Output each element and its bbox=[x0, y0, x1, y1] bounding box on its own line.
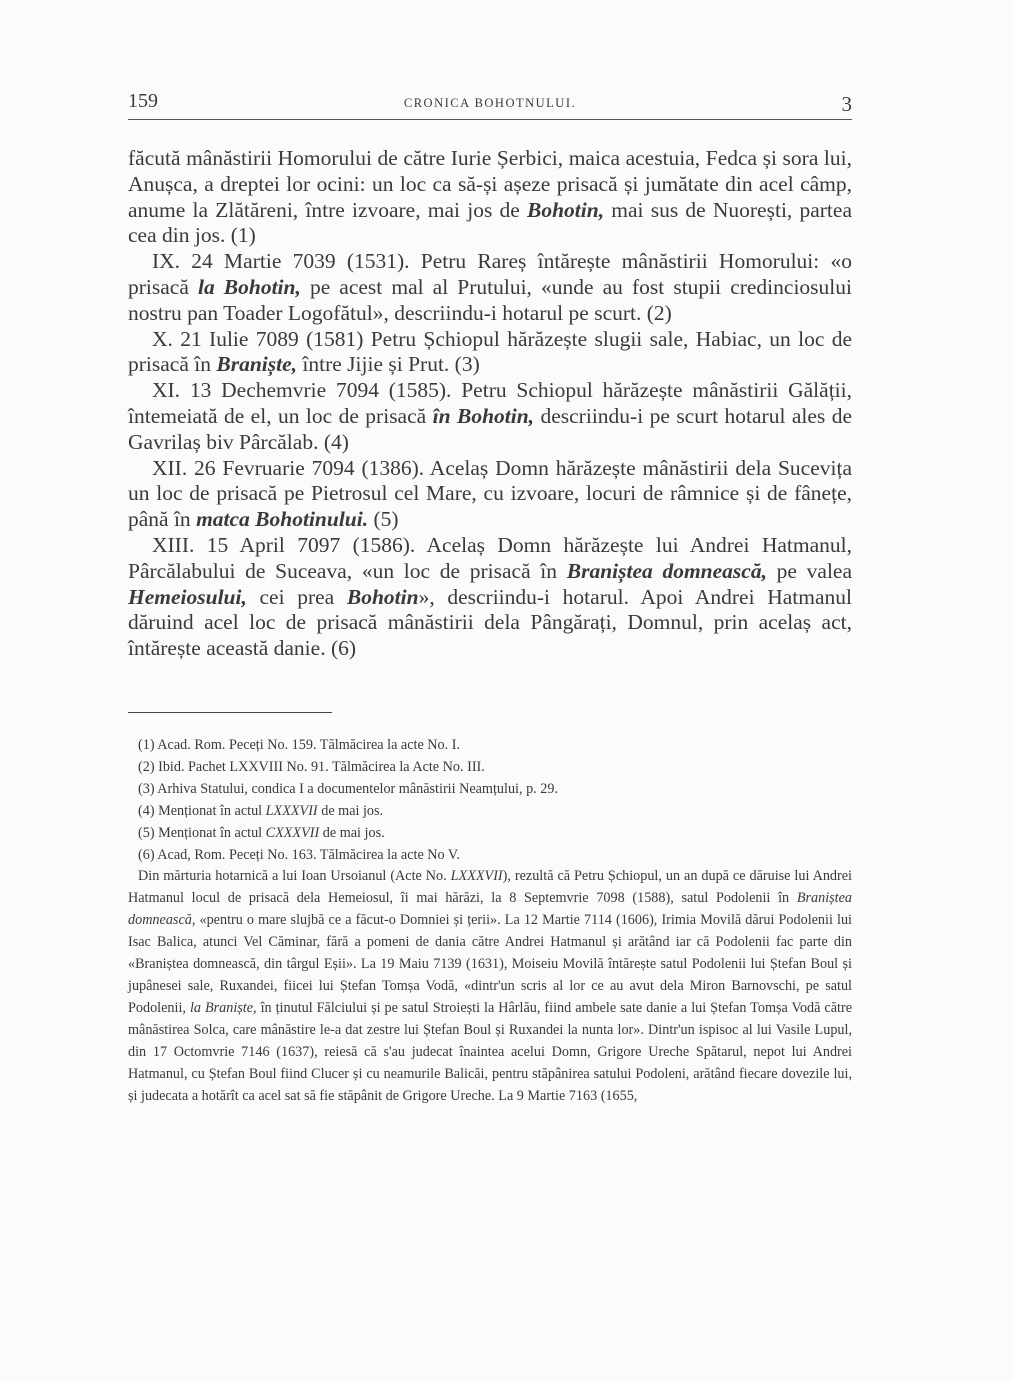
text-run: (5) Menționat în actul bbox=[138, 824, 266, 841]
text-run: făcută mânăstirii Homorului de către Iurie Șerbici, maica acestuia, Fedca și sora lui, Anușca, a dreptei lor ocini: un loc ca să-și așeze prisacă și jumătate din acel câmp, anume la Zlătăreni, între izvoare, mai jos de bbox=[128, 146, 852, 222]
paragraph bbox=[128, 533, 852, 662]
emphasis-text: Bohotin bbox=[346, 584, 419, 609]
text-run: ), rezultă că Petru Șchiopul, un an după ce dăruise lui Andrei Hatmanul locul de prisacă dela Hemeiosul, îi mai hărăzi, la 8 Septemvrie 7098 (1588), satul Podolenii în bbox=[128, 868, 852, 907]
footnote bbox=[128, 757, 852, 779]
emphasis-text: Braniște, bbox=[216, 352, 298, 377]
italic-text: LXXXVII bbox=[450, 868, 503, 885]
text-run: în ținutul Fălciului și pe satul Stroiești la Hârlău, fiind ambele sate danie a lui Ștefan Tomșa Vodă către mânăstirea Solca, care mânăstire le-a dat zestre lui Ștefan Boul și Ruxandei la nunta lor». Dintr'un ispisoc al lui Vasile Lupul, din 17 Octomvrie 7146 (1637), reiesă că s'au judecat înaintea acelui Domn, Grigore Ureche Spătarul, nepot lui Andrei Hatmanul, cu Ștefan Boul fiind Clucer și cu neamurile Balicăi, pentru stăpânirea satului Podoleni, arătând fiecare dovezile lui, și judecata a hotărît ca acel sat să fie stăpânit de Grigore Ureche. La 9 Martie 7163 (1655, bbox=[128, 999, 852, 1104]
paragraph bbox=[128, 378, 852, 455]
italic-text: CXXXVII bbox=[265, 824, 320, 841]
italic-text: Braniștea domnească, bbox=[128, 890, 852, 929]
emphasis-text: Braniștea domnească, bbox=[566, 558, 767, 583]
paragraph bbox=[128, 456, 852, 533]
emphasis-text: la Bohotin, bbox=[197, 274, 301, 299]
section-number: 3 bbox=[841, 92, 852, 116]
emphasis-text: Bohotin, bbox=[527, 197, 605, 222]
text-run: de mai jos. bbox=[319, 824, 385, 841]
text-run: (5) bbox=[368, 507, 399, 532]
text-run: (4) Menționat în actul bbox=[138, 802, 266, 819]
main-text bbox=[128, 146, 852, 662]
running-title: CRONICA BOHOTNULUI. bbox=[403, 96, 577, 110]
text-run: », descriindu-i hotarul. Apoi Andrei Hatmanul dăruind acel loc de prisacă mânăstirii dela Pângărați, Domnul, prin acelaș act, întărește această danie. (6) bbox=[128, 584, 852, 661]
paragraph bbox=[128, 327, 852, 379]
page-number: 159 bbox=[128, 90, 158, 112]
text-run: X. 21 Iulie 7089 (1581) Petru Șchiopul hărăzește slugii sale, Habiac, un loc de prisacă în bbox=[128, 326, 852, 377]
text-run: între Jijie și Prut. (3) bbox=[297, 352, 480, 377]
text-run: (1) Acad. Rom. Peceți No. 159. Tălmăcirea la acte No. I. bbox=[138, 737, 460, 753]
footnote bbox=[128, 801, 852, 823]
text-run: (3) Arhiva Statului, condica I a documentelor mânăstirii Neamțului, p. 29. bbox=[138, 780, 558, 797]
footnote-separator bbox=[128, 712, 332, 713]
text-run: Din mărturia hotarnică a lui Ioan Ursoianul (Acte No. bbox=[138, 868, 451, 885]
text-run: «pentru o mare slujbă ce a făcut-o Domniei și țerii». La 12 Martie 7114 (1606), Irimia Movilă dărui Podolenii lui Isac Balica, atunci Vel Căminar, fără a pomeni de dania către Andrei Hatmanul și arătând iar că Podolenii fac parte din «Braniștea domnească, din târgul Eșii». La 19 Maiu 7139 (1631), Moiseiu Movilă întărește satul Podolenii lui Ștefan Boul și jupânesei sale, Ruxandei, fiicei lui Ștefan Tomșa Vodă, «dintr'un scris al lor ce au avut dela Miron Barnovschi, pe satul Podolenii, bbox=[128, 912, 852, 1016]
italic-text: LXXXVII bbox=[265, 802, 318, 819]
text-run: XI. 13 Dechemvrie 7094 (1585). Petru Schiopul hărăzește mânăstirii Gălății, întemeiată de el, un loc de prisacă bbox=[128, 378, 852, 428]
text-run: (6) Acad, Rom. Peceți No. 163. Tălmăcirea la acte No V. bbox=[138, 846, 460, 863]
footnote-commentary bbox=[128, 866, 852, 1107]
footnote bbox=[128, 735, 852, 757]
footnotes bbox=[128, 735, 852, 1107]
page-header bbox=[128, 90, 852, 118]
paragraph bbox=[128, 249, 852, 326]
text-run: IX. 24 Martie 7039 (1531). Petru Rareș întărește mânăstirii Homorului: «o prisacă bbox=[128, 249, 852, 299]
emphasis-text: în Bohotin, bbox=[432, 403, 535, 428]
emphasis-text: Hemeiosului, bbox=[128, 584, 247, 609]
text-run: de mai jos. bbox=[317, 802, 384, 819]
text-run: descriindu-i pe scurt hotarul ales de Gavrilaș biv Pârcălab. (4) bbox=[128, 403, 852, 454]
text-run: (2) Ibid. Pachet LXXVIII No. 91. Tălmăcirea la Acte No. III. bbox=[138, 758, 485, 775]
italic-text: la Braniște, bbox=[189, 999, 257, 1016]
footnote bbox=[128, 779, 852, 801]
text-run: mai sus de Nuorești, partea cea din jos. (1) bbox=[128, 197, 852, 248]
text-run: cei prea bbox=[246, 584, 347, 609]
text-run: XIII. 15 April 7097 (1586). Acelaș Domn hărăzește lui Andrei Hatmanul, Pârcălabului de Suceava, «un loc de prisacă în bbox=[128, 532, 852, 583]
header-rule bbox=[128, 119, 852, 120]
emphasis-text: matca Bohotinului. bbox=[196, 507, 369, 532]
footnote bbox=[128, 823, 852, 845]
text-run: XII. 26 Fevruarie 7094 (1386). Acelaș Domn hărăzește mânăstirii dela Sucevița un loc de prisacă pe Pietrosul cel Mare, cu izvoare, locuri de râmnice și de fânețe, până în bbox=[128, 455, 852, 532]
text-run: pe acest mal al Prutului, «unde au fost stupii credinciosului nostru pan Toader Logofătul», descriindu-i hotarul pe scurt. (2) bbox=[128, 274, 852, 325]
footnote bbox=[128, 845, 852, 867]
text-run: pe valea bbox=[766, 558, 853, 583]
paragraph bbox=[128, 146, 852, 249]
